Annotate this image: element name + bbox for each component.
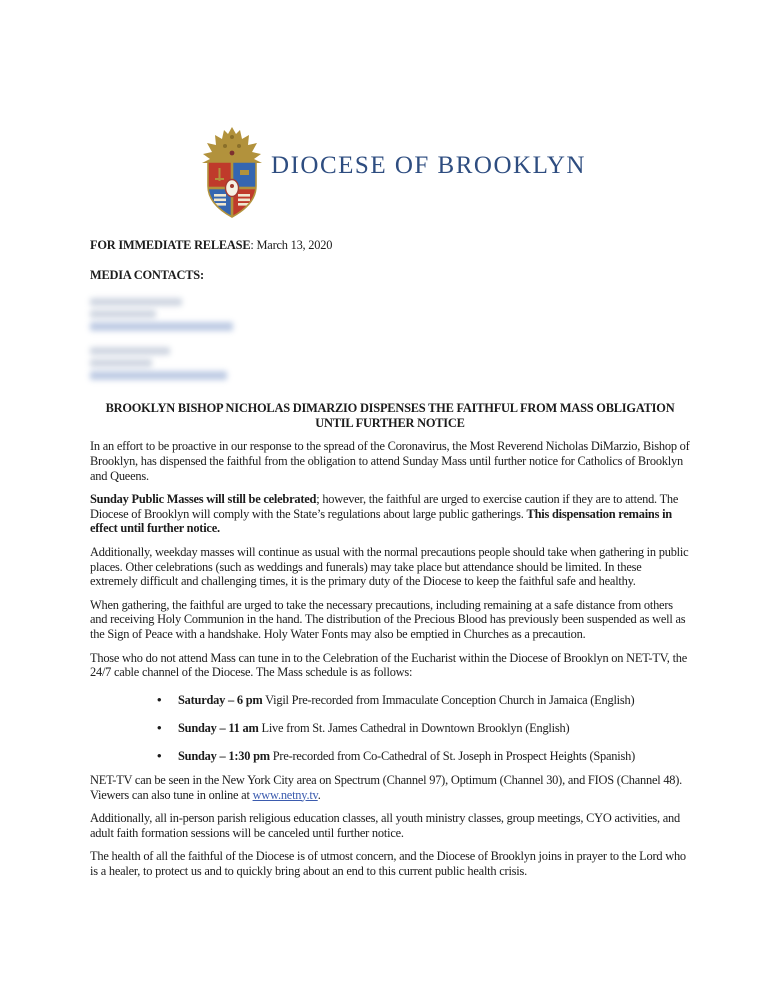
bold-text-run: Sunday Public Masses will still be celebrated [90,492,317,507]
list-item [157,693,690,708]
text-run: . [317,787,321,802]
redacted-line [90,359,152,367]
list-item [157,749,690,764]
paragraph-masses [90,492,690,536]
bold-text-run: This dispensation remains in effect until further notice. [90,506,672,536]
bold-text-run: Saturday – 6 pm [178,693,263,708]
release-date: : March 13, 2020 [250,238,333,252]
text-run: NET-TV can be seen in the New York City area on Spectrum (Channel 97), Optimum (Channel 30), and FIOS (Channel 48). Viewers can also tune in online at [90,772,683,802]
text-run: ; however, the faithful are urged to exercise caution if they are to attend. The Diocese of Brooklyn will comply with the State’s regulations about large public gatherings. [90,492,679,521]
bold-text-run: Sunday – 1:30 pm [178,749,270,764]
media-contacts-label: MEDIA CONTACTS: [90,267,204,282]
release-label: FOR IMMEDIATE RELEASE [90,238,251,252]
paragraph-intro [90,439,690,483]
release-line [90,238,690,253]
bullet-icon [157,749,178,764]
schedule-sunday-11 [178,721,569,736]
redacted-contact-block-1 [90,298,690,331]
text-run: The health of all the faithful of the Diocese is of utmost concern, and the Diocese of Brooklyn joins in prayer to the Lord who is a healer, to protect us and to quickly bring about an end to this current public health crisis. [90,849,686,878]
text-run: Additionally, all in-person parish religious education classes, all youth ministry classes, group meetings, CYO activities, and adult faith formation sessions will be canceled until further notice. [90,811,680,840]
text-run: Additionally, weekday masses will continue as usual with the normal precautions people should take when gathering in public places. Other celebrations (such as weddings and funerals) may take place but attendance should be limited. In these extremely difficult and challenging times, it is the primary duty of the Diocese to keep the faithful safe and healthy. [90,544,689,589]
paragraph-closing [90,849,690,878]
mass-schedule-list [157,693,690,764]
bold-text-run: Sunday – 11 am [178,721,259,736]
text-run: Those who do not attend Mass can tune in to the Celebration of the Eucharist within the Diocese of Brooklyn on NET-TV, the 24/7 cable channel of the Diocese. The Mass schedule is as follows: [90,650,688,680]
paragraph-classes [90,811,690,840]
headline: BROOKLYN BISHOP NICHOLAS DIMARZIO DISPENSES THE FAITHFUL FROM MASS OBLIGATION UNTIL FURTHER NOTICE [105,401,675,430]
diocese-wordmark: DIOCESE OF BROOKLYN [271,152,586,179]
diocese-crest-icon [202,126,262,220]
text-run: In an effort to be proactive in our response to the spread of the Coronavirus, the Most Reverend Nicholas DiMarzio, Bishop of Brooklyn, has dispensed the faithful from the obligation to attend Sunday Mass until further notice for Catholics of Brooklyn and Queens. [90,439,690,483]
netny-link[interactable]: www.netny.tv [252,787,318,802]
text-run: Live from St. James Cathedral in Downtown Brooklyn (English) [258,721,570,736]
redacted-line [90,310,156,318]
redacted-contact-block-2 [90,347,690,380]
diocese-logo [10,0,768,220]
crest-ornament [202,127,262,163]
redacted-line [90,322,233,331]
paragraph-weekday [90,545,690,589]
paragraph-precautions [90,598,690,642]
text-run: Vigil Pre-recorded from Immaculate Conception Church in Jamaica (English) [262,693,635,708]
redacted-line [90,371,227,380]
redacted-line [90,298,182,306]
paragraph-channels [90,773,690,802]
redacted-line [90,347,170,355]
text-run: Pre-recorded from Co-Cathedral of St. Joseph in Prospect Heights (Spanish) [269,749,635,764]
bullet-icon [157,693,178,708]
list-item [157,721,690,736]
crest-shield [208,162,256,219]
text-run: When gathering, the faithful are urged to take the necessary precautions, including remaining at a safe distance from others and receiving Holy Communion in the hand. The distribution of the Precious Blood has previously been suspended as well as the Sign of Peace with a handshake. Holy Water Fonts may also be emptied in Churches as a precaution. [90,597,686,641]
document-body [90,238,690,879]
paragraph-nettv-intro [90,651,690,680]
schedule-sunday-130 [178,749,635,764]
bullet-icon [157,721,178,736]
schedule-saturday [178,693,634,708]
